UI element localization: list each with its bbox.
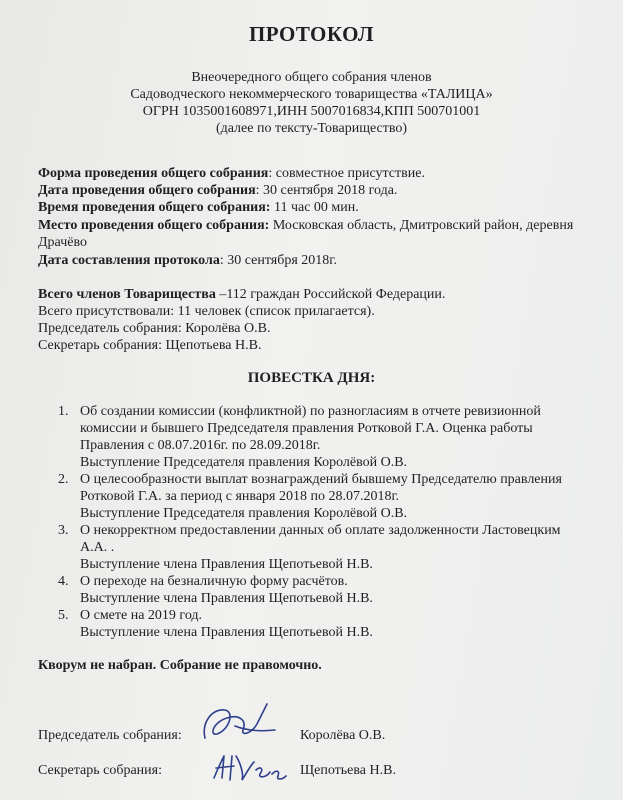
agenda-item-line: Ротковой Г.А. за период с января 2018 по 28.07.2018г. [80,489,400,504]
meeting-form [38,166,425,182]
agenda-item-line: А.А. . [80,540,115,555]
meeting-date [38,183,397,199]
agenda-item-line: комиссии и бывшего Председателя правления Ротковой Г.А. Оценка работы [80,421,533,436]
secretary-signature-label: Секретарь собрания: [38,763,162,778]
agenda-item-number: 2. [58,472,69,487]
meeting-place-value: Московская область, Дмитровский район, деревня [269,218,574,233]
protocol-date-label: Дата составления протокола [38,253,220,268]
meeting-place-cont: Драчёво [38,235,87,250]
meeting-time-label: Время проведения общего собрания: [38,200,271,215]
meeting-date-label: Дата проведения общего собрания [38,183,256,198]
chair-name: Королёва О.В. [300,728,386,743]
chair-signature-label: Председатель собрания: [38,728,182,743]
quorum-statement: Кворум не набран. Собрание не правомочно. [38,658,322,673]
meeting-time-value: 11 час 00 мин. [270,200,359,215]
meeting-place [38,218,573,234]
agenda-item-number: 4. [58,574,69,589]
secretary-name: Щепотьева Н.В. [300,763,396,778]
agenda-item-speaker: Выступление члена Правления Щепотьевой Н.В. [80,557,373,572]
header-line-2: Садоводческого некоммерческого товарищества «ТАЛИЦА» [130,87,493,102]
members-total-label: Всего членов Товарищества [38,287,216,302]
secretary-signature-icon [210,748,300,788]
header-line-1: Внеочередного общего собрания членов [191,70,432,85]
members-total [38,287,445,303]
agenda-item-speaker: Выступление члена Правления Щепотьевой Н.В. [80,625,373,640]
header-line-4: (далее по тексту-Товарищество) [215,121,408,136]
meeting-time [38,200,359,216]
protocol-date [38,253,337,269]
meeting-form-value: : совместное присутствие. [268,166,425,181]
secretary-line: Секретарь собрания: Щепотьева Н.В. [38,338,262,353]
header-line-3: ОГРН 1035001608971,ИНН 5007016834,КПП 500701001 [142,104,481,119]
agenda-title: ПОВЕСТКА ДНЯ: [247,370,376,386]
agenda-item-number: 1. [58,404,69,419]
meeting-date-value: : 30 сентября 2018 года. [255,183,398,198]
meeting-place-label: Место проведения общего собрания: [38,218,270,233]
agenda-item-speaker: Выступление Председателя правления Королёвой О.В. [80,455,408,470]
agenda-item-speaker: Выступление Председателя правления Королёвой О.В. [80,506,408,521]
members-total-value: –112 граждан Российской Федерации. [215,287,446,302]
agenda-item-number: 5. [58,608,69,623]
protocol-date-value: : 30 сентября 2018г. [219,253,337,268]
agenda-item-line: О смете на 2019 год. [80,608,203,623]
meeting-form-label: Форма проведения общего собрания [38,166,269,181]
chairman-line: Председатель собрания: Королёва О.В. [38,321,271,336]
agenda-item-speaker: Выступление члена Правления Щепотьевой Н.В. [80,591,373,606]
agenda-item-line: О некорректном предоставлении данных об оплате задолженности Ластовецким [80,523,561,538]
page-title: ПРОТОКОЛ [248,22,375,46]
agenda-item-line: О целесообразности выплат вознаграждений бывшему Председателю правления [80,472,562,487]
chair-signature-icon [195,700,285,750]
agenda-item-number: 3. [58,523,69,538]
members-present: Всего присутствовали: 11 человек (список прилагается). [38,304,375,319]
agenda-item-line: Правления с 08.07.2016г. по 28.09.2018г. [80,438,321,453]
agenda-item-line: Об создании комиссии (конфликтной) по разногласиям в отчете ревизионной [80,404,541,419]
agenda-item-line: О переходе на безналичную форму расчётов. [80,574,348,589]
